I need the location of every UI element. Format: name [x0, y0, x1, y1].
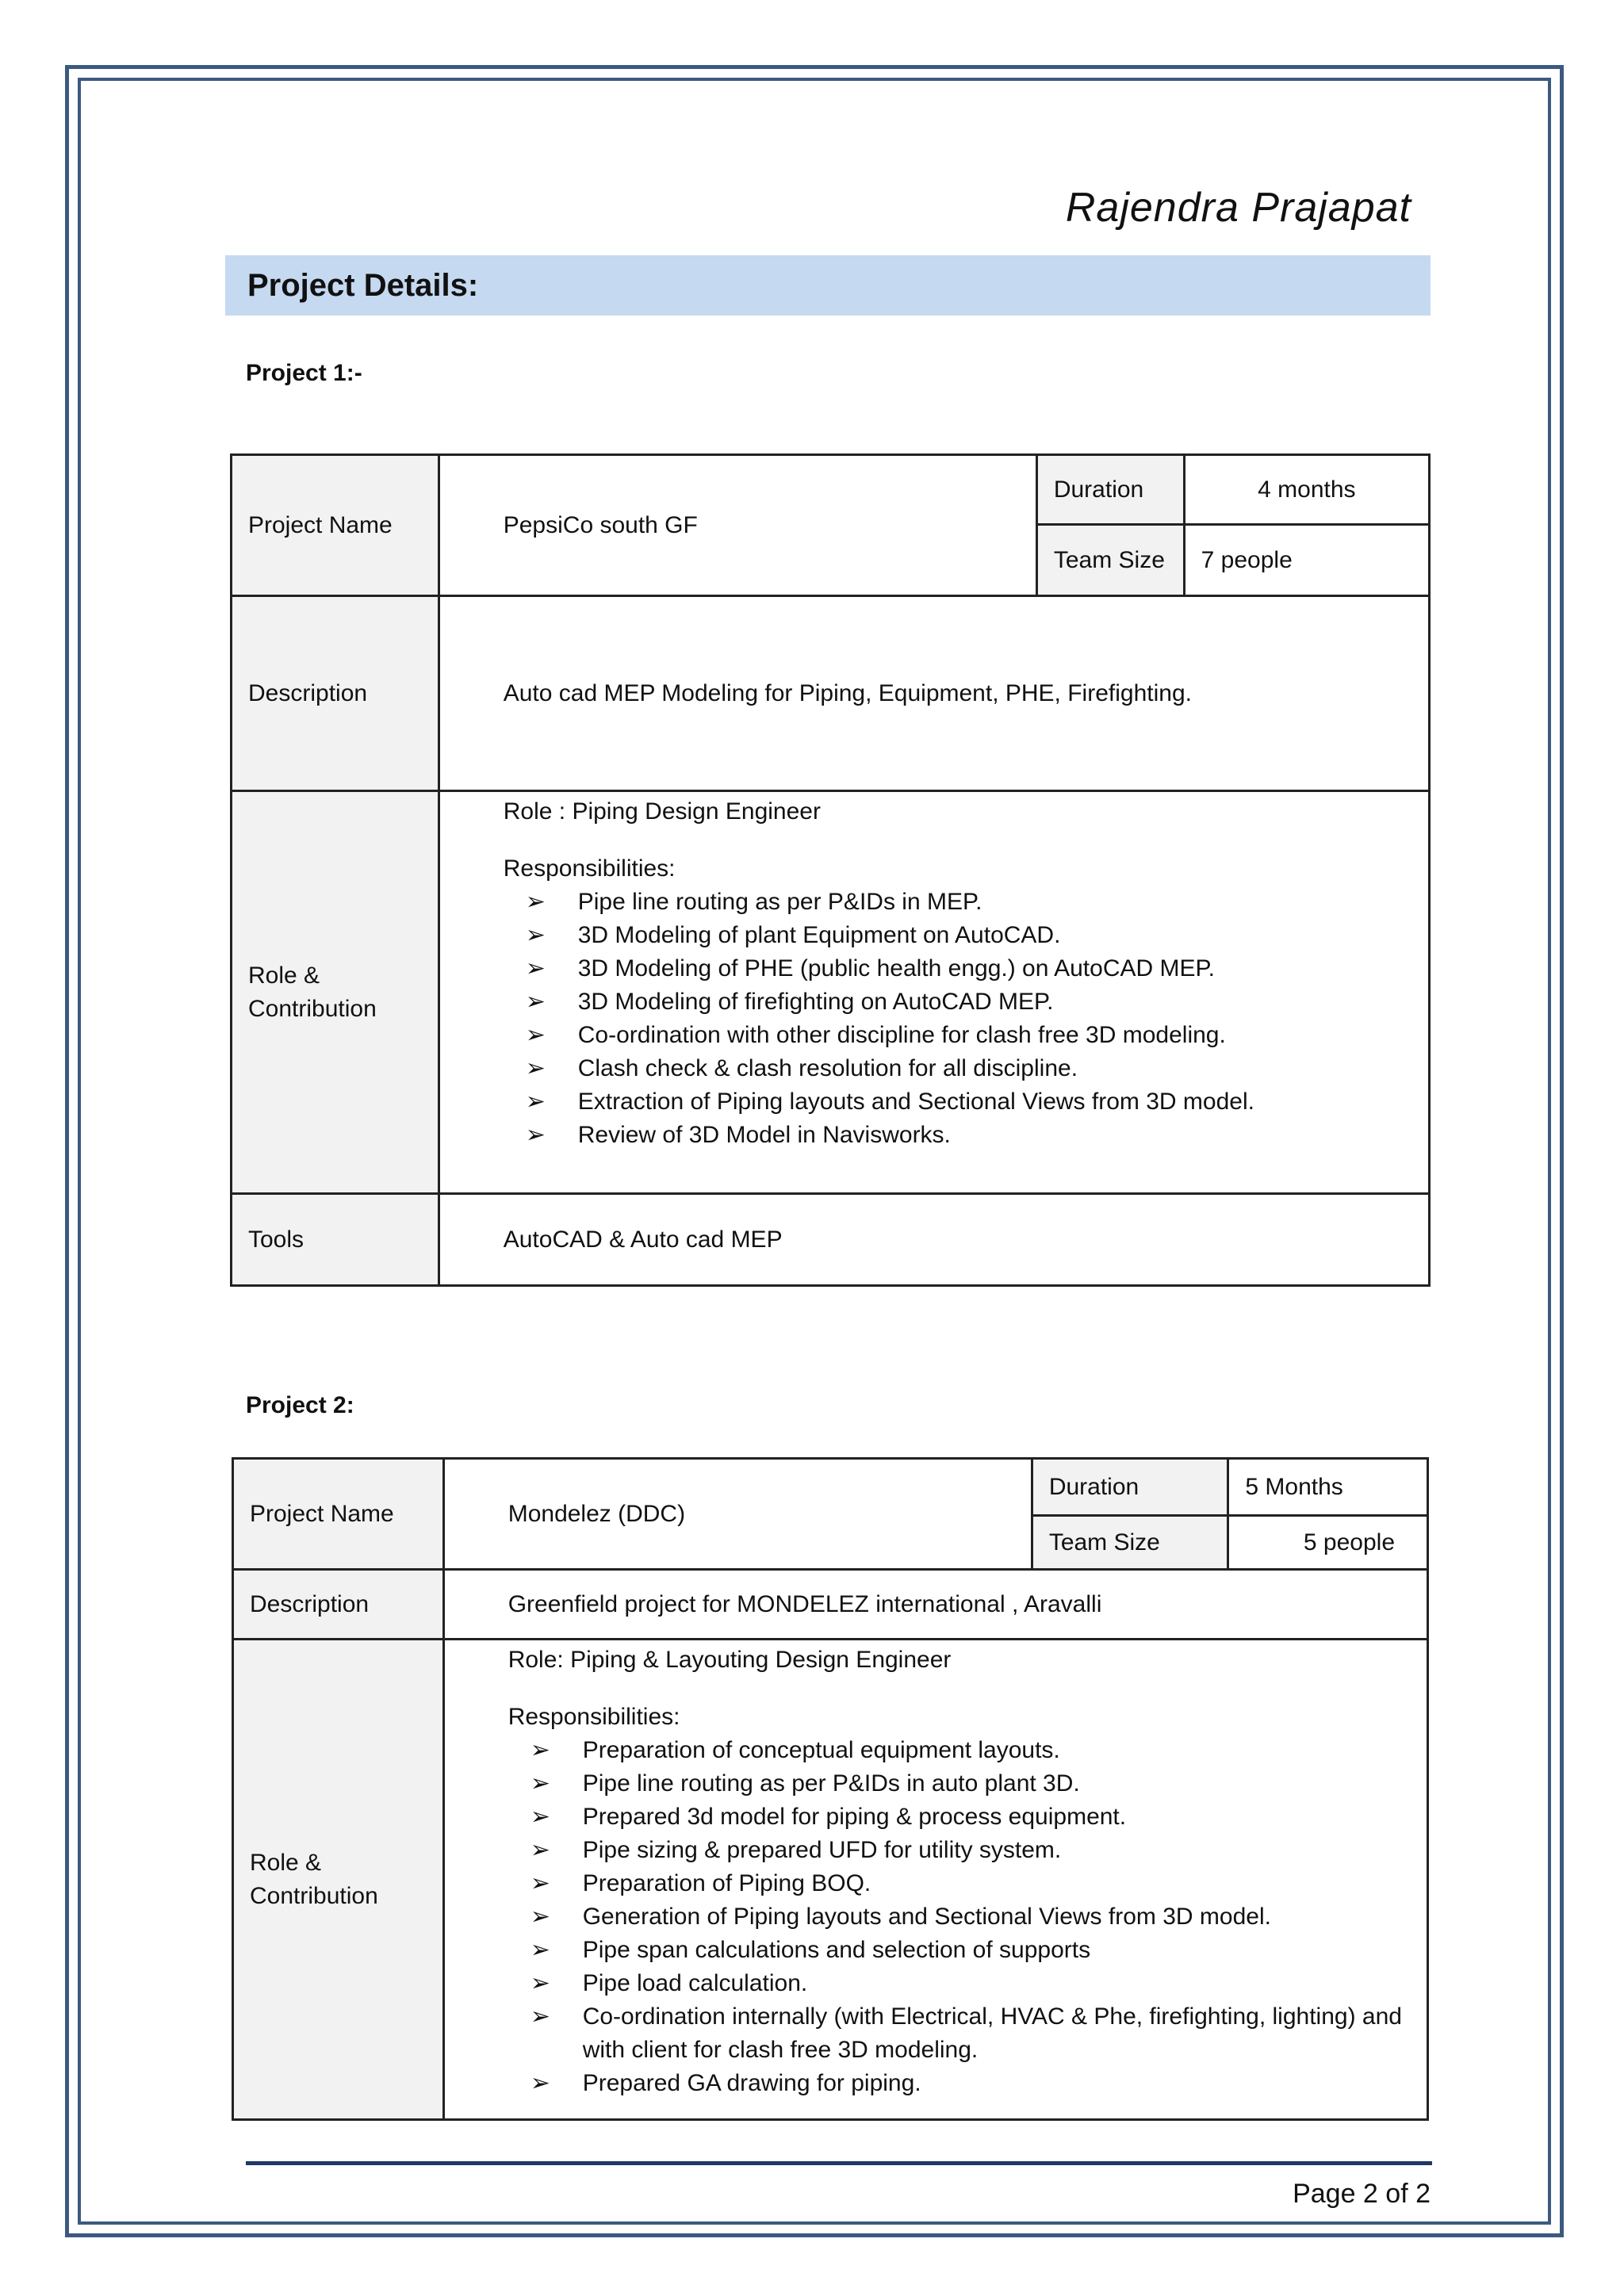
- team-size-label: Team Size: [1032, 1516, 1228, 1570]
- footer-rule: [246, 2161, 1432, 2165]
- team-size-value: 7 people: [1184, 525, 1429, 596]
- role-contribution-label: Role & Contribution: [232, 791, 439, 1194]
- responsibility-item: ➢ Prepared GA drawing for piping.: [530, 2067, 1427, 2100]
- description-label: Description: [233, 1570, 444, 1640]
- arrow-bullet-icon: ➢: [525, 989, 546, 1015]
- responsibility-item: ➢ 3D Modeling of firefighting on AutoCAD MEP.: [526, 985, 1428, 1019]
- responsibility-item: ➢ Prepared 3d model for piping & process equipment.: [530, 1800, 1427, 1834]
- arrow-bullet-icon: ➢: [530, 1804, 550, 1830]
- responsibility-item: ➢ Extraction of Piping layouts and Sectional Views from 3D model.: [526, 1085, 1428, 1119]
- arrow-bullet-icon: ➢: [525, 1122, 546, 1148]
- duration-value: 5 Months: [1228, 1459, 1428, 1516]
- duration-value: 4 months: [1184, 455, 1429, 525]
- project-name-value: Mondelez (DDC): [443, 1459, 1032, 1570]
- role-text: Role: Piping & Layouting Design Engineer: [508, 1647, 952, 1673]
- responsibility-item: ➢ Preparation of conceptual equipment layouts.: [530, 1734, 1427, 1767]
- responsibility-item: ➢ Review of 3D Model in Navisworks.: [526, 1119, 1428, 1152]
- role-contribution-label: Role & Contribution: [233, 1640, 444, 2120]
- responsibility-item: ➢ 3D Modeling of plant Equipment on AutoCAD.: [526, 919, 1428, 952]
- role-contribution-cell: [443, 1640, 1427, 2120]
- duration-label: Duration: [1032, 1459, 1228, 1516]
- arrow-bullet-icon: ➢: [530, 2003, 550, 2030]
- responsibility-item: ➢ 3D Modeling of PHE (public health engg.) on AutoCAD MEP.: [526, 952, 1428, 985]
- arrow-bullet-icon: ➢: [525, 955, 546, 982]
- project-1-table: [230, 453, 1431, 1287]
- responsibilities-heading: Responsibilities:: [508, 1704, 680, 1730]
- responsibilities-heading: Responsibilities:: [503, 855, 676, 882]
- arrow-bullet-icon: ➢: [525, 1022, 546, 1048]
- team-size-label: Team Size: [1036, 525, 1184, 596]
- duration-label: Duration: [1036, 455, 1184, 525]
- responsibility-item: ➢ Pipe sizing & prepared UFD for utility system.: [530, 1834, 1427, 1867]
- description-value: Auto cad MEP Modeling for Piping, Equipment, PHE, Firefighting.: [439, 596, 1429, 791]
- tools-label: Tools: [232, 1194, 439, 1286]
- description-value: Greenfield project for MONDELEZ international , Aravalli: [443, 1570, 1427, 1640]
- responsibilities-list: [508, 1734, 1427, 2100]
- arrow-bullet-icon: ➢: [530, 1904, 550, 1930]
- arrow-bullet-icon: ➢: [530, 1870, 550, 1896]
- project-1-label: Project 1:-: [246, 360, 362, 386]
- project-2-label: Project 2:: [246, 1392, 354, 1418]
- arrow-bullet-icon: ➢: [530, 2070, 550, 2096]
- responsibilities-list: [504, 886, 1428, 1152]
- responsibility-item: ➢ Pipe load calculation.: [530, 1967, 1427, 2000]
- arrow-bullet-icon: ➢: [525, 922, 546, 948]
- responsibility-item: ➢ Preparation of Piping BOQ.: [530, 1867, 1427, 1900]
- responsibility-item: ➢ Generation of Piping layouts and Sectional Views from 3D model.: [530, 1900, 1427, 1934]
- tools-value: AutoCAD & Auto cad MEP: [439, 1194, 1429, 1286]
- description-label: Description: [232, 596, 439, 791]
- arrow-bullet-icon: ➢: [530, 1837, 550, 1863]
- role-contribution-cell: [439, 791, 1429, 1194]
- team-size-value: 5 people: [1228, 1516, 1428, 1570]
- responsibility-item: ➢ Pipe span calculations and selection of supports: [530, 1934, 1427, 1967]
- role-text: Role : Piping Design Engineer: [503, 798, 821, 825]
- responsibility-item: ➢ Pipe line routing as per P&IDs in MEP.: [526, 886, 1428, 919]
- project-name-value: PepsiCo south GF: [439, 455, 1036, 596]
- arrow-bullet-icon: ➢: [530, 1770, 550, 1797]
- responsibility-item: ➢ Co-ordination internally (with Electrical, HVAC & Phe, firefighting, lighting) and with client for clash free 3D modeling.: [530, 2000, 1427, 2067]
- arrow-bullet-icon: ➢: [525, 889, 546, 915]
- page-number: Page 2 of 2: [1293, 2179, 1431, 2209]
- project-2-table: [232, 1457, 1429, 2121]
- project-name-label: Project Name: [233, 1459, 444, 1570]
- responsibility-item: ➢ Clash check & clash resolution for all discipline.: [526, 1052, 1428, 1085]
- project-name-label: Project Name: [232, 455, 439, 596]
- arrow-bullet-icon: ➢: [530, 1970, 550, 1996]
- arrow-bullet-icon: ➢: [530, 1937, 550, 1963]
- author-name: Rajendra Prajapat: [1065, 185, 1411, 231]
- arrow-bullet-icon: ➢: [525, 1089, 546, 1115]
- responsibility-item: ➢ Co-ordination with other discipline for clash free 3D modeling.: [526, 1019, 1428, 1052]
- arrow-bullet-icon: ➢: [530, 1737, 550, 1763]
- section-title: Project Details:: [225, 255, 1431, 316]
- arrow-bullet-icon: ➢: [525, 1055, 546, 1081]
- responsibility-item: ➢ Pipe line routing as per P&IDs in auto plant 3D.: [530, 1767, 1427, 1800]
